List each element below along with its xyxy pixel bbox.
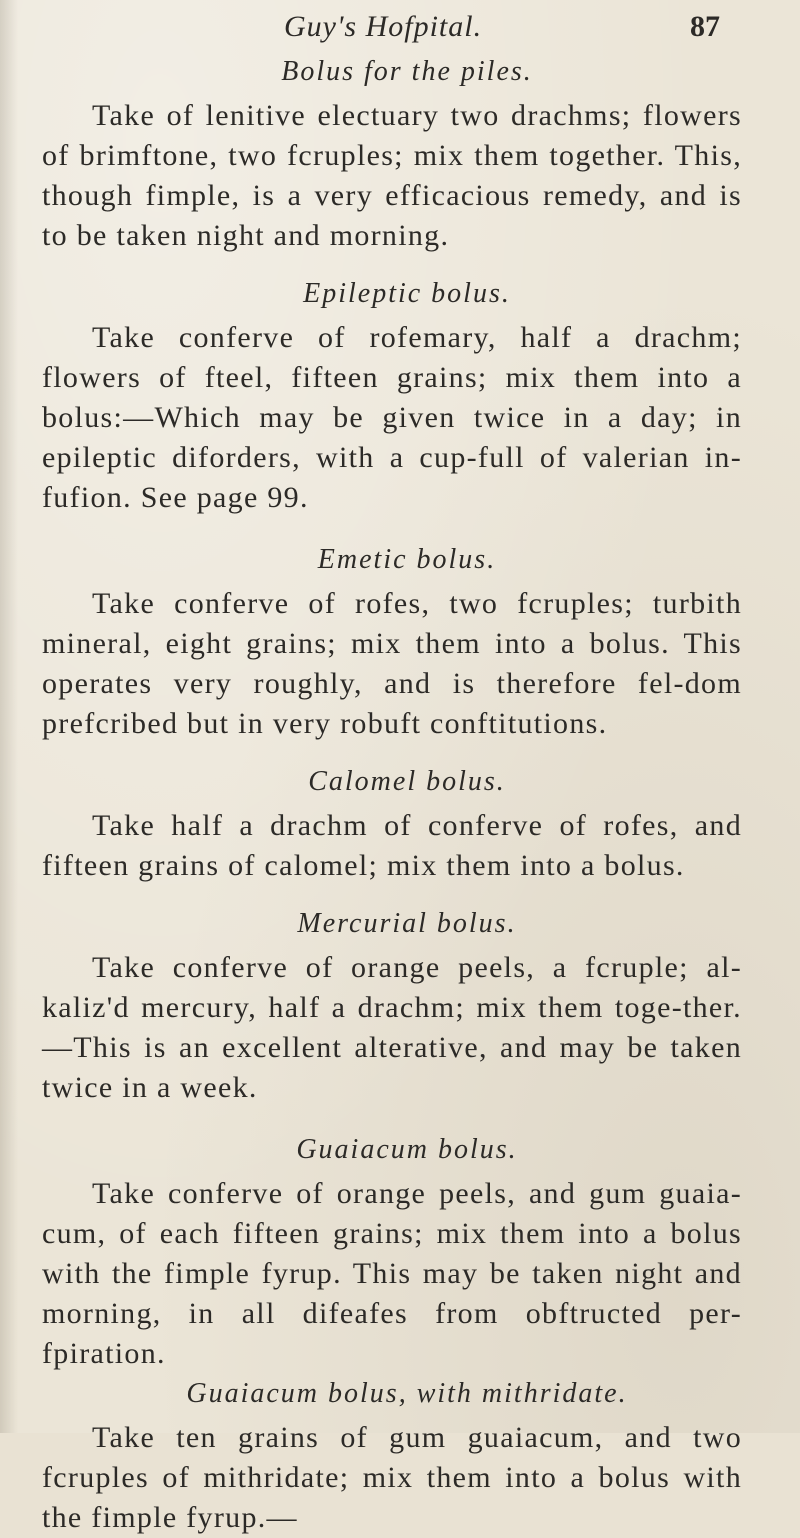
running-head: Guy's Hofpital. [284, 10, 483, 43]
recipe-entry [42, 1374, 742, 1538]
recipe-entry [42, 904, 742, 1108]
recipe-text: Take half a drachm of conferve of rofes, and fifteen grains of calomel; mix them into a bolus. [42, 809, 742, 882]
recipe-text: Take conferve of orange peels, and gum guaia-cum, of each fifteen grains; mix them into a bolus with the fimple fyrup. This may be taken night and morning, in all difeafes from obftructed per-fpiration. [42, 1177, 742, 1370]
recipe-text: Take conferve of orange peels, a fcruple; al-kaliz'd mercury, half a drachm; mix them toge-ther.—This is an excellent alterative, and may be taken twice in a week. [42, 951, 742, 1104]
recipe-text: Take of lenitive electuary two drachms; flowers of brimftone, two fcruples; mix them together. This, though fimple, is a very efficacious remedy, and is to be taken night and morning. [42, 99, 742, 252]
recipe-text: Take conferve of rofes, two fcruples; turbith mineral, eight grains; mix them into a bolus. This operates very roughly, and is therefore fel-dom prefcribed but in very robuft conftitutions. [42, 587, 742, 740]
recipe-title: Epileptic bolus. [303, 278, 511, 309]
recipe-title: Bolus for the piles. [281, 56, 533, 87]
recipe-title: Guaiacum bolus, with mithridate. [186, 1378, 628, 1409]
recipe-title: Calomel bolus. [308, 766, 506, 797]
recipe-entry [42, 1130, 742, 1374]
page-header [280, 10, 720, 46]
recipe-text: Take ten grains of gum guaiacum, and two fcruples of mithridate; mix them into a bolus with the fimple fyrup.— [42, 1421, 742, 1534]
recipe-title: Guaiacum bolus. [296, 1134, 518, 1165]
recipe-title: Emetic bolus. [317, 544, 497, 575]
recipe-text: Take conferve of rofemary, half a drachm; flowers of fteel, fifteen grains; mix them into a bolus:—Which may be given twice in a day; in epileptic diforders, with a cup-full of valerian in-fufion. See page 99. [42, 321, 742, 514]
recipe-entry [42, 540, 742, 744]
page-edge-shadow [0, 0, 18, 1433]
recipe-entry [42, 52, 742, 256]
page-body [42, 52, 742, 1538]
recipe-entry [42, 762, 742, 886]
recipe-title: Mercurial bolus. [297, 908, 517, 939]
recipe-entry [42, 274, 742, 518]
page-number: 87 [690, 10, 720, 43]
